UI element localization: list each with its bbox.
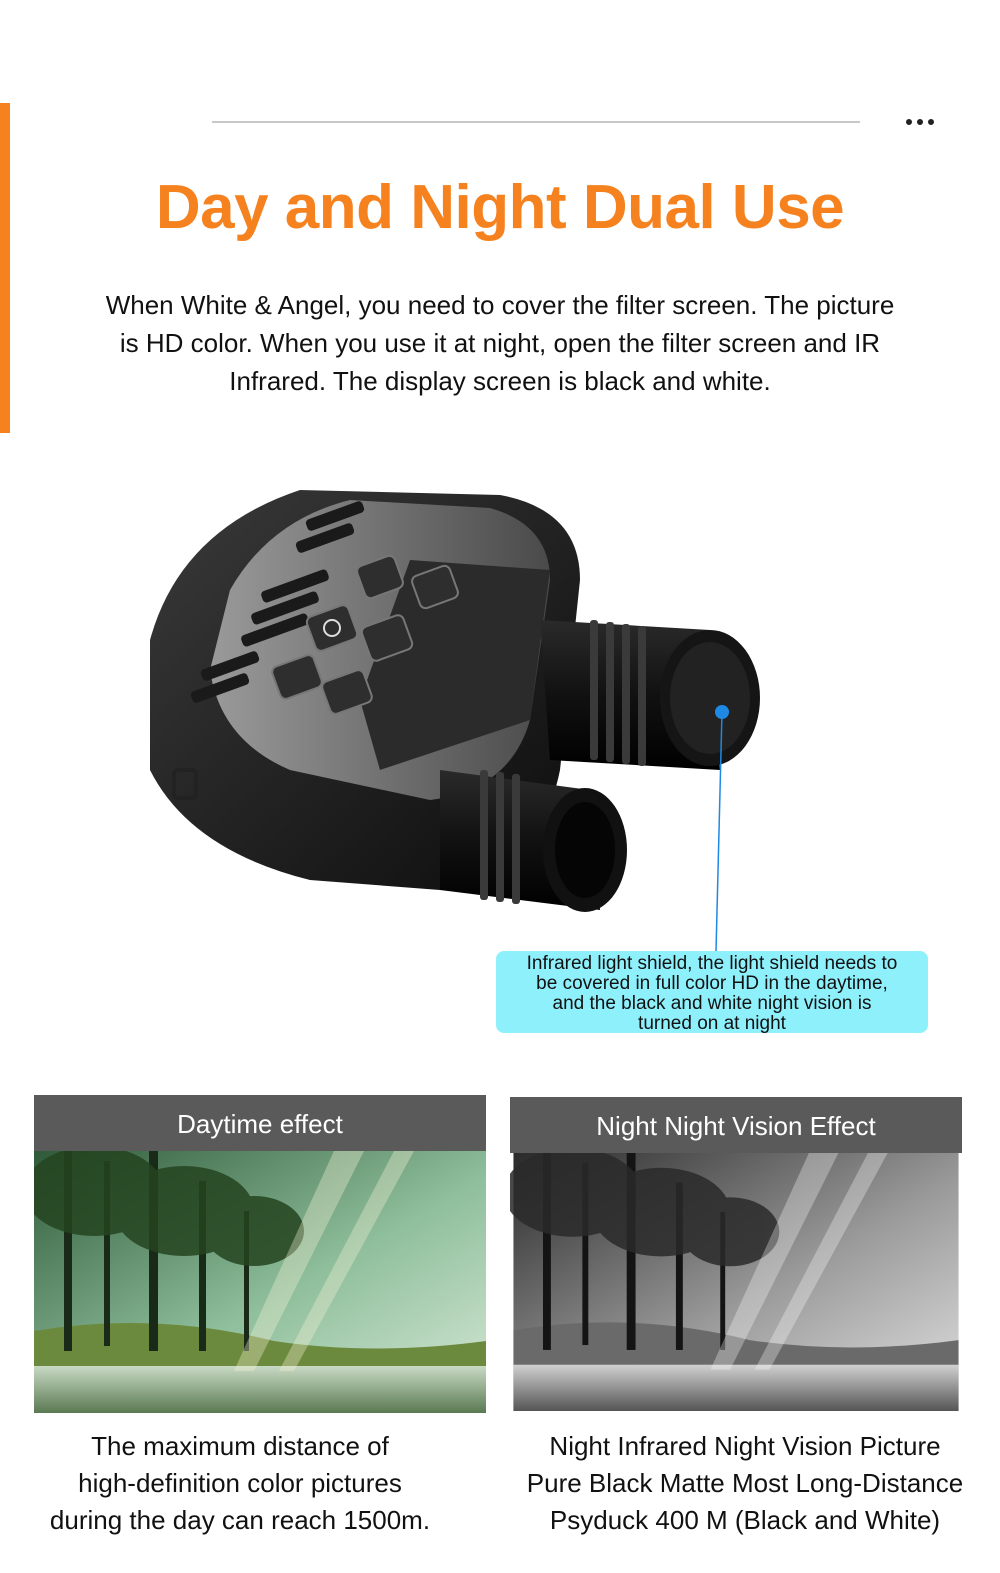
intro-line: Infrared. The display screen is black and white. <box>229 366 771 396</box>
infrared-shield-callout <box>496 951 928 1033</box>
caption-line: high-definition color pictures <box>78 1468 402 1498</box>
caption-line: Pure Black Matte Most Long-Distance <box>526 1468 964 1498</box>
night-vision-binocular-image <box>110 470 780 930</box>
caption-line: Night Infrared Night Vision Picture <box>549 1431 941 1461</box>
page-title: Day and Night Dual Use <box>155 173 845 242</box>
daytime-caption <box>20 1428 460 1539</box>
top-divider <box>212 121 860 123</box>
caption-line: during the day can reach 1500m. <box>49 1505 431 1535</box>
callout-line: be covered in full color HD in the daytime, <box>536 973 888 994</box>
night-caption <box>505 1428 985 1539</box>
daytime-forest-photo <box>34 1151 486 1413</box>
intro-line: When White & Angel, you need to cover the filter screen. The picture <box>105 290 895 320</box>
caption-line: Psyduck 400 M (Black and White) <box>549 1505 941 1535</box>
callout-line: Infrared light shield, the light shield needs to <box>526 953 898 974</box>
night-forest-photo <box>510 1153 962 1411</box>
daytime-panel-header: Daytime effect <box>34 1095 486 1151</box>
callout-line: turned on at night <box>638 1013 786 1034</box>
accent-bar <box>0 103 10 433</box>
daytime-panel <box>34 1095 486 1413</box>
more-dots-icon[interactable] <box>906 114 942 130</box>
night-panel-header: Night Night Vision Effect <box>510 1097 962 1153</box>
caption-line: The maximum distance of <box>91 1431 389 1461</box>
intro-text <box>80 286 920 400</box>
night-panel <box>510 1097 962 1411</box>
callout-line: and the black and white night vision is <box>552 993 872 1014</box>
intro-line: is HD color. When you use it at night, open the filter screen and IR <box>119 328 881 358</box>
